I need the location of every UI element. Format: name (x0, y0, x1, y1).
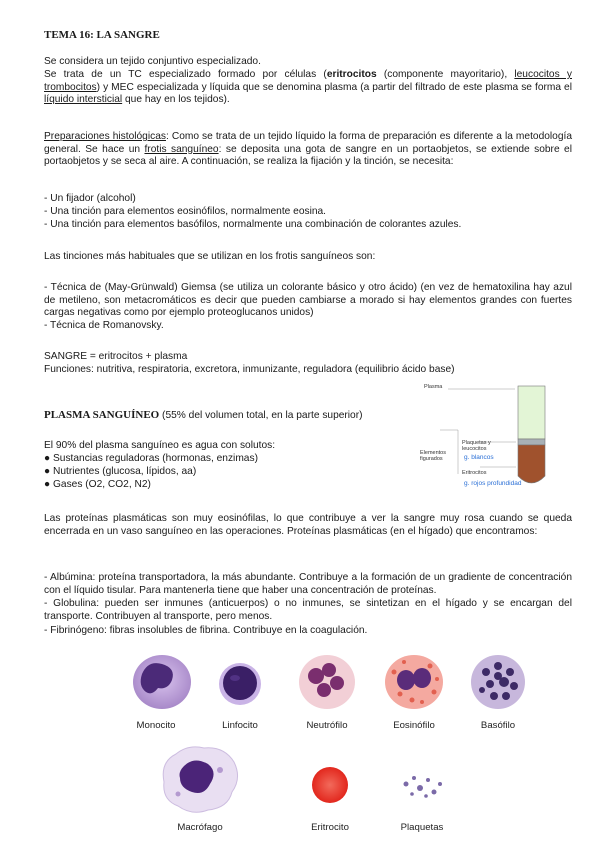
tinciones-intro: Las tinciones más habituales que se utilizan en los frotis sanguíneos son: (44, 251, 376, 262)
intro-eritrocitos: eritrocitos (326, 69, 377, 80)
neutrofilo-label: Neutrófilo (306, 720, 348, 731)
intro-text-a: Se trata de un TC especializado formado por células ( (44, 69, 327, 80)
tube-elementos-label: Elementos figurados (420, 450, 446, 463)
preparaciones-frotis: frotis sanguíneo (144, 143, 219, 155)
plaquetas-label: Plaquetas (400, 822, 444, 833)
preparaciones-item-2: - Una tinción para elementos eosinófilos, normalmente eosina. (44, 206, 327, 217)
plasma-agua: El 90% del plasma sanguíneo es agua con solutos: (44, 440, 276, 451)
preparaciones-text-b: : se deposita una gota de sangre en un portaobjetos, se extiende sobre el portaobjetos y se seca al aire. A continuación, se realiza la fijación y la tinción, se necesita: (44, 143, 572, 168)
eritrocito-label: Eritrocito (311, 822, 349, 833)
intro-text-d: que hay en los tejidos). (122, 94, 230, 106)
plaquetas-cell-image (398, 768, 446, 809)
plasma-heading-note: (55% del volumen total, en la parte superior) (159, 410, 363, 421)
intro-liquido: líquido intersticial (44, 94, 123, 106)
monocito-label: Monocito (136, 720, 176, 731)
blood-tube-diagram (420, 384, 580, 490)
neutrofilo-cell-image (296, 652, 358, 717)
tube-plasma-label: Plasma (424, 384, 443, 390)
tube-blancos-label: g. blancos (464, 454, 494, 461)
tube-eritrocitos-label: Eritrocitos (462, 470, 487, 476)
plasma-heading-line (44, 409, 404, 423)
proteinas-intro: Las proteínas plasmáticas son muy eosinófilas, lo que contribuye a ver la sangre muy rosa cuando se queda encerrada en un vaso sanguíneo en las operaciones. Proteínas plasmáticas (en el hígado) que encontramos: (44, 513, 572, 537)
macrofago-cell-image (158, 742, 242, 821)
preparaciones-item-3: - Una tinción para elementos basófilos, normalmente una combinación de colorantes azules. (44, 219, 462, 230)
monocito-cell-image (128, 652, 194, 717)
plasma-heading: PLASMA SANGUÍNEO (44, 409, 160, 421)
macrofago-label: Macrófago (177, 822, 223, 833)
plasma-soluto-1: ● Sustancias reguladoras (hormonas, enzimas) (44, 453, 258, 464)
proteina-fibrinogeno: - Fibrinógeno: fibras insolubles de fibrina. Contribuye en la coagulación. (44, 625, 368, 636)
linfocito-cell-image (216, 660, 264, 713)
intro-paragraph (44, 69, 572, 107)
preparaciones-heading: Preparaciones histológicas (44, 131, 166, 142)
blood-tube-illustration (420, 384, 580, 490)
proteina-globulina: - Globulina: pueden ser inmunes (anticuerpos) o no inmunes, se sintetizan en el hígado y se encargan del transporte. Contribuyen al transporte, pero menos. (44, 598, 572, 622)
page-title: TEMA 16: LA SANGRE (44, 29, 160, 41)
intro-line-1: Se considera un tejido conjuntivo especializado. (44, 56, 261, 67)
sangre-formula: SANGRE = eritrocitos + plasma (44, 351, 188, 362)
intro-text-c: ) y MEC especializada y líquida que se denomina plasma (a partir del filtrado de este plasma se forma el (96, 81, 572, 93)
eritrocito-cell-image (309, 764, 351, 811)
basofilo-label: Basófilo (480, 720, 516, 731)
preparaciones-item-1: - Un fijador (alcohol) (44, 193, 136, 204)
tinciones-item-1: - Técnica de (May-Grünwald) Giemsa (se utiliza un colorante básico y otro ácido) (en vez de hematoxilina hay azul de metileno, son metacromáticos es decir que pueden cambiarse a morado si hay elementos grandes con fuertes cargas negativas como por ejemplo proteoglucanos unidos) (44, 282, 572, 319)
proteina-albumina: - Albúmina: proteína transportadora, la más abundante. Contribuye a la formación de un gradiente de concentración con el líquido tisular. Para mantenerla tiene que haber una concentración de proteínas. (44, 572, 572, 596)
tinciones-item-2: - Técnica de Romanovsky. (44, 320, 164, 331)
plasma-soluto-2: ● Nutrientes (glucosa, lípidos, aa) (44, 466, 197, 477)
linfocito-label: Linfocito (222, 720, 258, 731)
intro-leucocitos: leucocitos y trombocitos (44, 69, 572, 93)
basofilo-cell-image (468, 652, 528, 717)
sangre-funciones: Funciones: nutritiva, respiratoria, excretora, inmunizante, reguladora (equilibrio ácido base) (44, 364, 455, 375)
plasma-soluto-3: ● Gases (O2, CO2, N2) (44, 479, 151, 490)
intro-text-b: (componente mayoritario), (376, 69, 515, 80)
eosinofilo-label: Eosinófilo (393, 720, 435, 731)
eosinofilo-cell-image (382, 652, 446, 717)
tube-rojos-label: g. rojos profundidad (464, 480, 522, 487)
preparaciones-paragraph (44, 131, 572, 169)
preparaciones-text-a: : Como se trata de un tejido líquido la forma de preparación es diferente a la metodología general. Se hace un (44, 131, 572, 155)
tube-plaquetas-label: Plaquetas y leucocitos (462, 440, 491, 453)
